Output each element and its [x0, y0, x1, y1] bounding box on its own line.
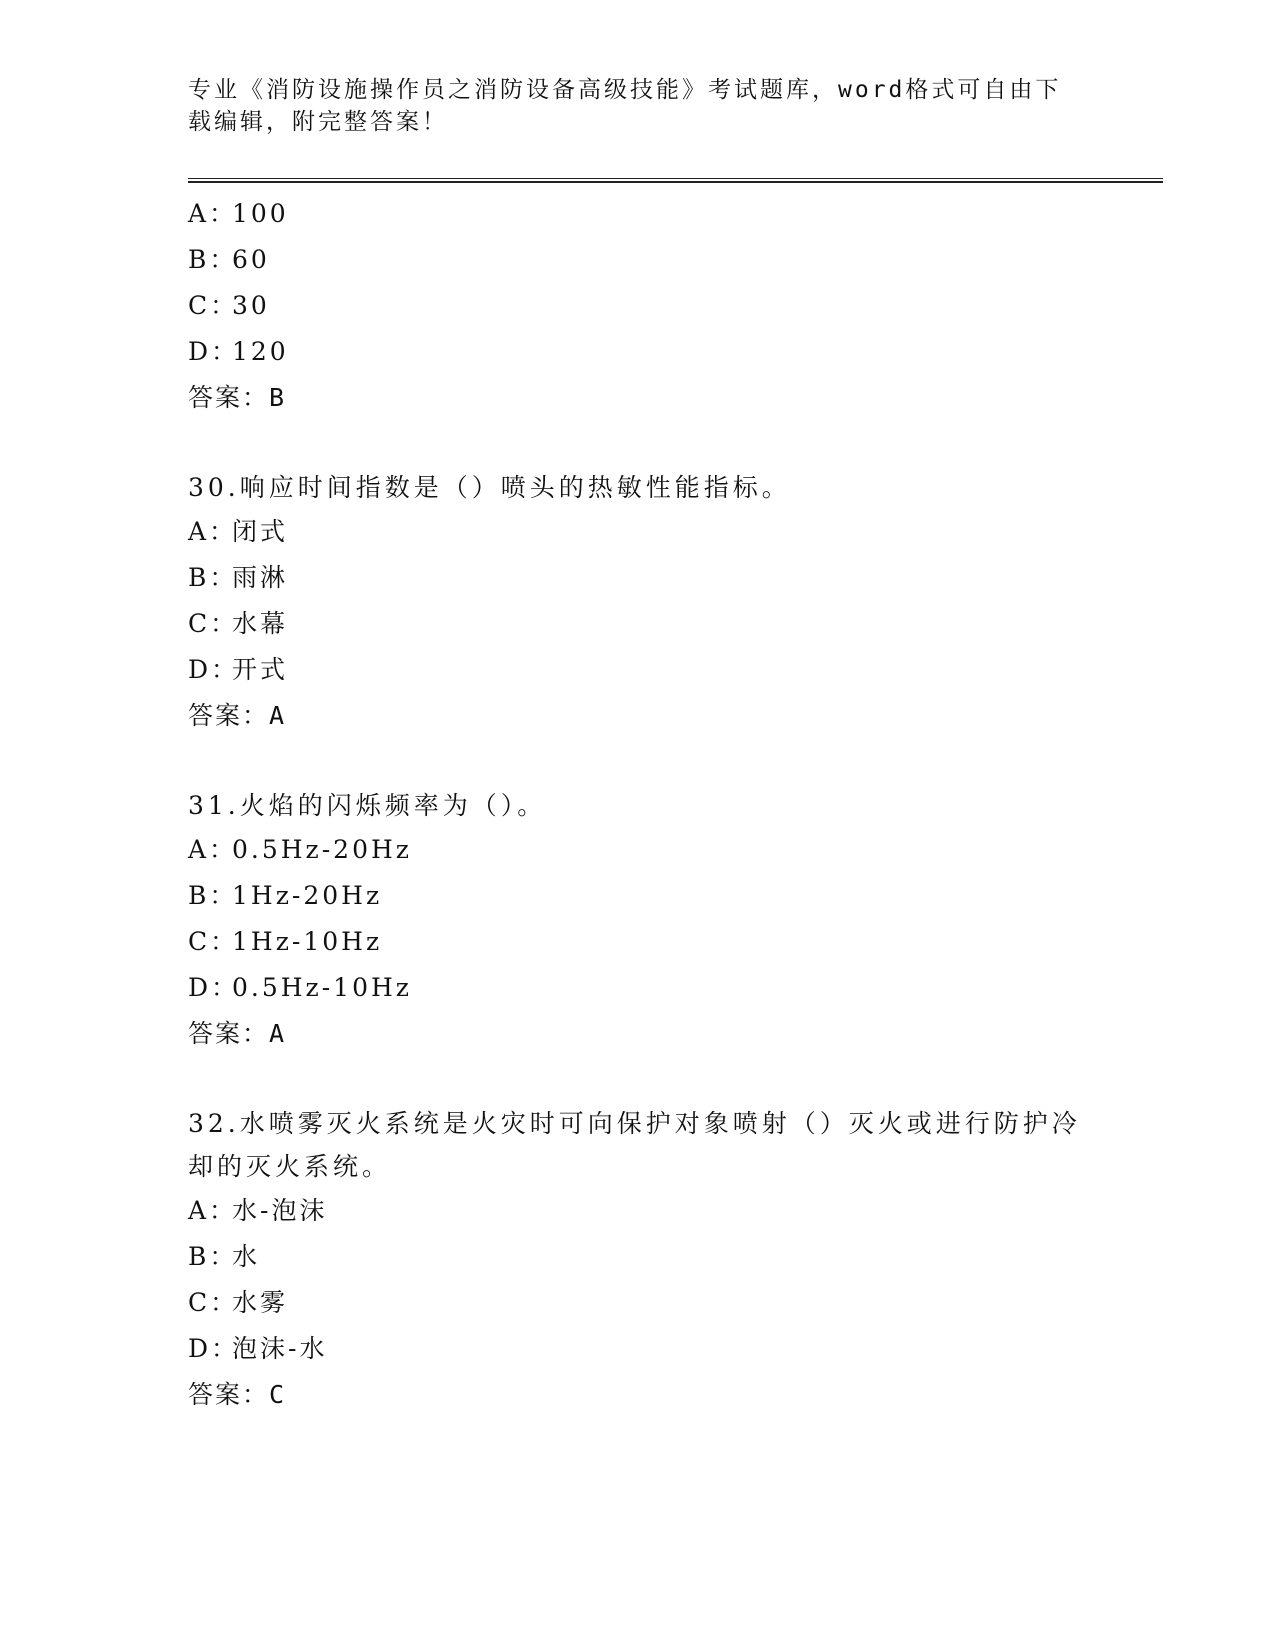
option-label: C： [188, 291, 239, 320]
option-a [188, 827, 1088, 873]
option-text: 水幕 [232, 609, 289, 638]
option-text: 0.5Hz-20Hz [232, 835, 412, 864]
option-text: 60 [232, 245, 270, 274]
question-list [188, 191, 1088, 1418]
option-text: 1Hz-10Hz [232, 927, 383, 956]
option-d [188, 329, 1088, 375]
option-text: 雨淋 [232, 563, 289, 592]
answer-line: 答案：C [188, 1380, 287, 1409]
option-label: D： [188, 337, 240, 366]
option-label: C： [188, 609, 239, 638]
option-text: 闭式 [232, 517, 289, 546]
answer-line: 答案：A [188, 701, 287, 730]
option-text: 100 [232, 199, 289, 228]
option-a [188, 191, 1088, 237]
option-label: C： [188, 1288, 239, 1317]
question-block-32 [188, 1102, 1088, 1418]
option-label: A： [188, 199, 238, 228]
option-text: 水 [232, 1242, 261, 1271]
option-label: D： [188, 973, 240, 1002]
question-block-30 [188, 466, 1088, 739]
option-label: D： [188, 655, 240, 684]
option-c [188, 601, 1088, 647]
option-c [188, 1280, 1088, 1326]
spacer [188, 421, 1088, 466]
option-text: 泡沫-水 [232, 1334, 328, 1363]
option-d [188, 647, 1088, 693]
option-text: 水雾 [232, 1288, 289, 1317]
option-label: A： [188, 835, 238, 864]
option-label: B： [188, 881, 238, 910]
header-divider-top [188, 178, 1163, 179]
option-text: 120 [232, 337, 289, 366]
option-b [188, 873, 1088, 919]
option-text: 0.5Hz-10Hz [232, 973, 412, 1002]
spacer [188, 1057, 1088, 1102]
option-b [188, 237, 1088, 283]
option-label: A： [188, 1196, 238, 1225]
option-c [188, 919, 1088, 965]
question-stem: 31.火焰的闪烁频率为（）。 [188, 791, 547, 820]
option-label: B： [188, 1242, 238, 1271]
option-b [188, 1234, 1088, 1280]
question-stem: 32.水喷雾灭火系统是火灾时可向保护对象喷射（）灭火或进行防护冷却的灭火系统。 [188, 1109, 1081, 1181]
header-divider-bottom [188, 181, 1163, 183]
option-b [188, 555, 1088, 601]
option-a [188, 1188, 1088, 1234]
answer-line: 答案：A [188, 1019, 287, 1048]
option-label: D： [188, 1334, 240, 1363]
question-block-29 [188, 191, 1088, 421]
answer-line: 答案：B [188, 383, 287, 412]
spacer [188, 739, 1088, 784]
option-d [188, 1326, 1088, 1372]
option-text: 水-泡沫 [232, 1196, 328, 1225]
option-text: 开式 [232, 655, 289, 684]
option-d [188, 965, 1088, 1011]
question-stem: 30.响应时间指数是（）喷头的热敏性能指标。 [188, 473, 791, 502]
option-a [188, 509, 1088, 555]
option-label: C： [188, 927, 239, 956]
option-text: 1Hz-20Hz [232, 881, 383, 910]
option-label: B： [188, 245, 238, 274]
option-text: 30 [232, 291, 270, 320]
option-c [188, 283, 1088, 329]
option-label: A： [188, 517, 238, 546]
document-header: 专业《消防设施操作员之消防设备高级技能》考试题库，word格式可自由下载编辑，附完整答案！ [188, 77, 1062, 135]
option-label: B： [188, 563, 238, 592]
question-block-31 [188, 784, 1088, 1057]
